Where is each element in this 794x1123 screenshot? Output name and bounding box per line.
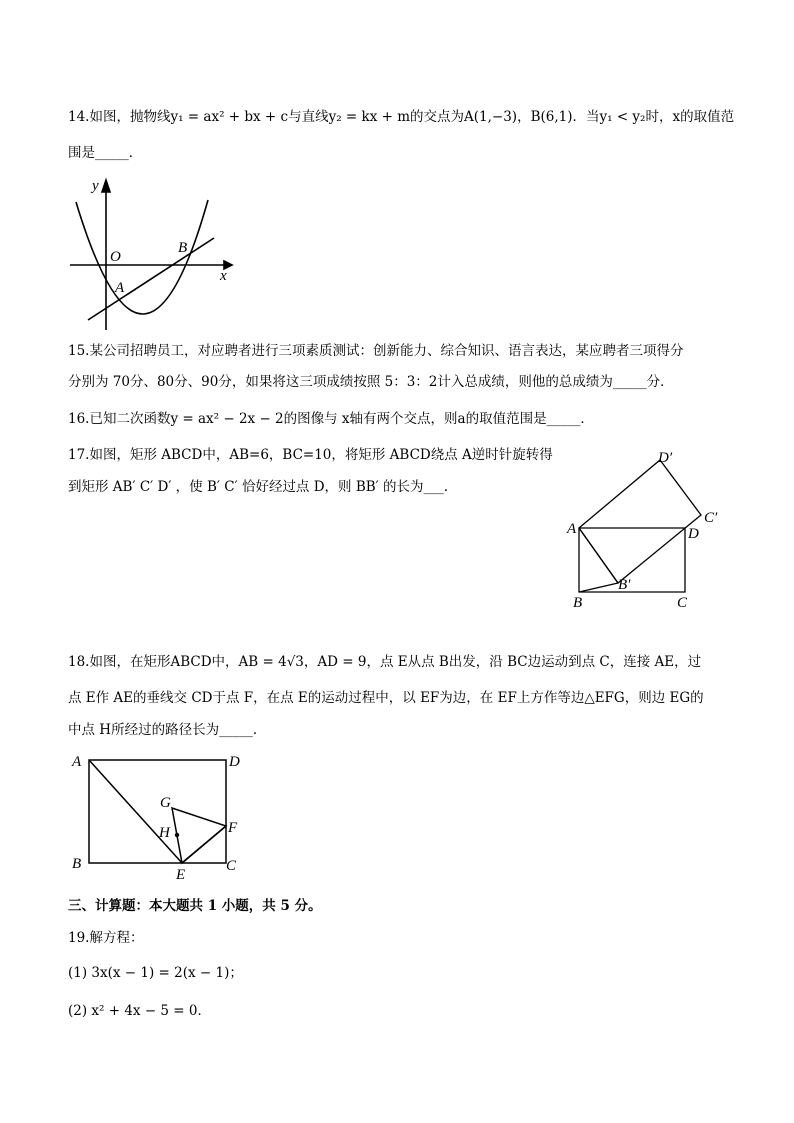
q14-x-label: x [220, 268, 227, 284]
q18-d-label: D [229, 754, 240, 770]
q15-line2: 分别为 70分、80分、90分，如果将这三项成绩按照 5：3：2计入总成绩，则他的总成绩为_____分． [68, 374, 674, 390]
q18-f-label: F [228, 820, 238, 836]
q18-c-label: C [226, 858, 237, 874]
q14-b-label: B [178, 240, 188, 256]
q14-a-label: A [115, 280, 125, 296]
q18-a-label: A [72, 754, 82, 770]
q18-line3: 中点 H所经过的路径长为_____． [68, 722, 267, 738]
q19-part2: (2) x² + 4x − 5 = 0． [68, 1003, 212, 1019]
q17-b1-label: B′ [618, 577, 631, 593]
q17-c-label: C [677, 595, 688, 611]
q17-d-label: D [688, 526, 699, 542]
q14-line1: 14.如图，抛物线y₁ = ax² + bx + c与直线y₂ = kx + m的交点为A(1,−3)，B(6,1)．当y₁ < y₂时，x的取值范 [68, 109, 735, 125]
q17-a-label: A [567, 521, 577, 537]
q17-b-label: B [573, 595, 583, 611]
q17-line1: 17.如图，矩形 ABCD中，AB=6，BC=10，将矩形 ABCD绕点 A逆时针旋转得 [68, 447, 553, 463]
q14-figure [62, 172, 242, 332]
q17-d1-label: D′ [658, 450, 673, 466]
q14-o-label: O [110, 249, 121, 265]
q17-c1-label: C′ [704, 510, 718, 526]
q15-line1: 15.某公司招聘员工，对应聘者进行三项素质测试：创新能力、综合知识、语言表达，某应聘者三项得分 [68, 343, 684, 359]
q16-line1: 16.已知二次函数y = ax² − 2x − 2的图像与 x轴有两个交点，则a的取值范围是_____． [68, 411, 594, 427]
q19-title: 19.解方程： [68, 930, 144, 946]
q14-y-label: y [92, 178, 99, 194]
q19-part1: (1) 3x(x − 1) = 2(x − 1)； [68, 965, 243, 981]
q17-line2: 到矩形 AB′ C′ D′ ，使 B′ C′ 恰好经过点 D，则 BB′ 的长为___. [68, 479, 449, 495]
q18-line1: 18.如图，在矩形ABCD中，AB = 4√3，AD = 9，点 E从点 B出发，沿 BC边运动到点 C，连接 AE，过 [68, 654, 702, 670]
q14-line2: 围是_____． [68, 145, 143, 161]
q18-figure [66, 748, 256, 883]
section3-heading: 三、计算题：本大题共 1 小题，共 5 分。 [68, 898, 322, 914]
q18-line2: 点 E作 AE的垂线交 CD于点 F，在点 E的运动过程中，以 EF为边，在 EF上方作等边△EFG，则边 EG的 [68, 690, 704, 706]
q18-b-label: B [72, 856, 82, 872]
q17-figure [564, 444, 734, 616]
q18-g-label: G [160, 795, 171, 811]
q18-h-label: H [159, 825, 170, 841]
q18-e-label: E [176, 867, 186, 883]
